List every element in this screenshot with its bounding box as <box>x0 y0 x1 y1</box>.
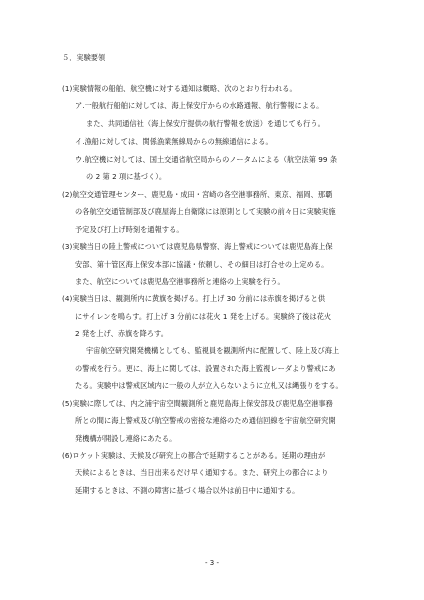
item-1-line-6: の 2 第 2 項に基づく）。 <box>86 172 167 181</box>
item-5-line-2: 所との間に海上警戒及び航空警戒の密接な連絡のため通信回線を宇宙航空研究開 <box>75 416 336 425</box>
item-5-line-3: 発機構が開設し連絡にあたる。 <box>75 434 177 443</box>
item-1-line-1: (1)実験情報の船舶、航空機に対する通知は概略、次のとおり行われる。 <box>62 84 297 93</box>
item-1-line-2: ア.一般航行船舶に対しては、海上保安庁からの水路通報、航行警報による。 <box>75 101 324 110</box>
item-4-line-2: にサイレンを鳴らす。打上げ 3 分前には花火 1 発を上げる。実験終了後は花火 <box>75 312 332 321</box>
item-4-line-1: (4)実験当日は、観測所内に黄旗を掲げる。打上げ 30 分前には赤旗を掲げると供 <box>62 294 326 303</box>
item-3-line-1: (3)実験当日の陸上警戒については鹿児島県警察、海上警戒については鹿児島海上保 <box>62 242 333 251</box>
item-4-line-4: 宇宙航空研究開発機構としても、監視員を観測所内に配置して、陸上及び海上 <box>86 346 340 355</box>
item-6-line-1: (6)ロケット実験は、天候及び研究上の都合で延期することがある。延期の理由が <box>62 451 326 460</box>
item-5-line-1: (5)実験に際しては、内之浦宇宙空間観測所と鹿児島海上保安部及び鹿児島空港事務 <box>62 399 333 408</box>
item-1-line-3: また、共同通信社（海上保安庁提供の航行警報を放送）を通じても行う。 <box>86 119 325 128</box>
item-2-line-3: 予定及び打上げ時刻を通報する。 <box>75 225 184 234</box>
item-4-line-5: の警戒を行う。更に、海上に関しては、設置された海上監視レーダより警戒にあ <box>75 364 336 373</box>
page-number: - 3 - <box>205 559 219 567</box>
item-1-line-5: ウ.航空機に対しては、国土交通省航空局からのノータムによる（航空法第 99 条 <box>75 155 338 164</box>
item-6-line-3: 延期するときは、不測の障害に基づく場合以外は前日中に通知する。 <box>75 486 300 495</box>
item-3-line-3: また、航空については鹿児島空港事務所と連絡の上実験を行う。 <box>75 277 285 286</box>
item-6-line-2: 天候によるときは、当日出来るだけ早く通知する。また、研究上の都合により <box>75 468 329 477</box>
item-1-line-4: イ.漁船に対しては、関係漁業無線局からの無線通信による。 <box>75 137 273 146</box>
item-4-line-3: 2 発を上げ、赤旗を降ろす。 <box>75 329 168 338</box>
section-heading: ５．実験要領 <box>62 53 106 62</box>
item-4-line-6: たる。実験中は警戒区域内に一般の人が立入らないように立札又は縄張りをする。 <box>75 381 343 390</box>
item-3-line-2: 安部、第十管区海上保安本部に協議・依頼し、その細目は打合せの上定める。 <box>75 260 329 269</box>
item-2-line-1: (2)航空交通管理センター、鹿児島・成田・宮崎の各空港事務所、東京、福岡、那覇 <box>62 190 333 199</box>
item-2-line-2: の各航空交通管制部及び鹿屋海上自衛隊には原則として実験の前々日に実験実施 <box>75 207 336 216</box>
